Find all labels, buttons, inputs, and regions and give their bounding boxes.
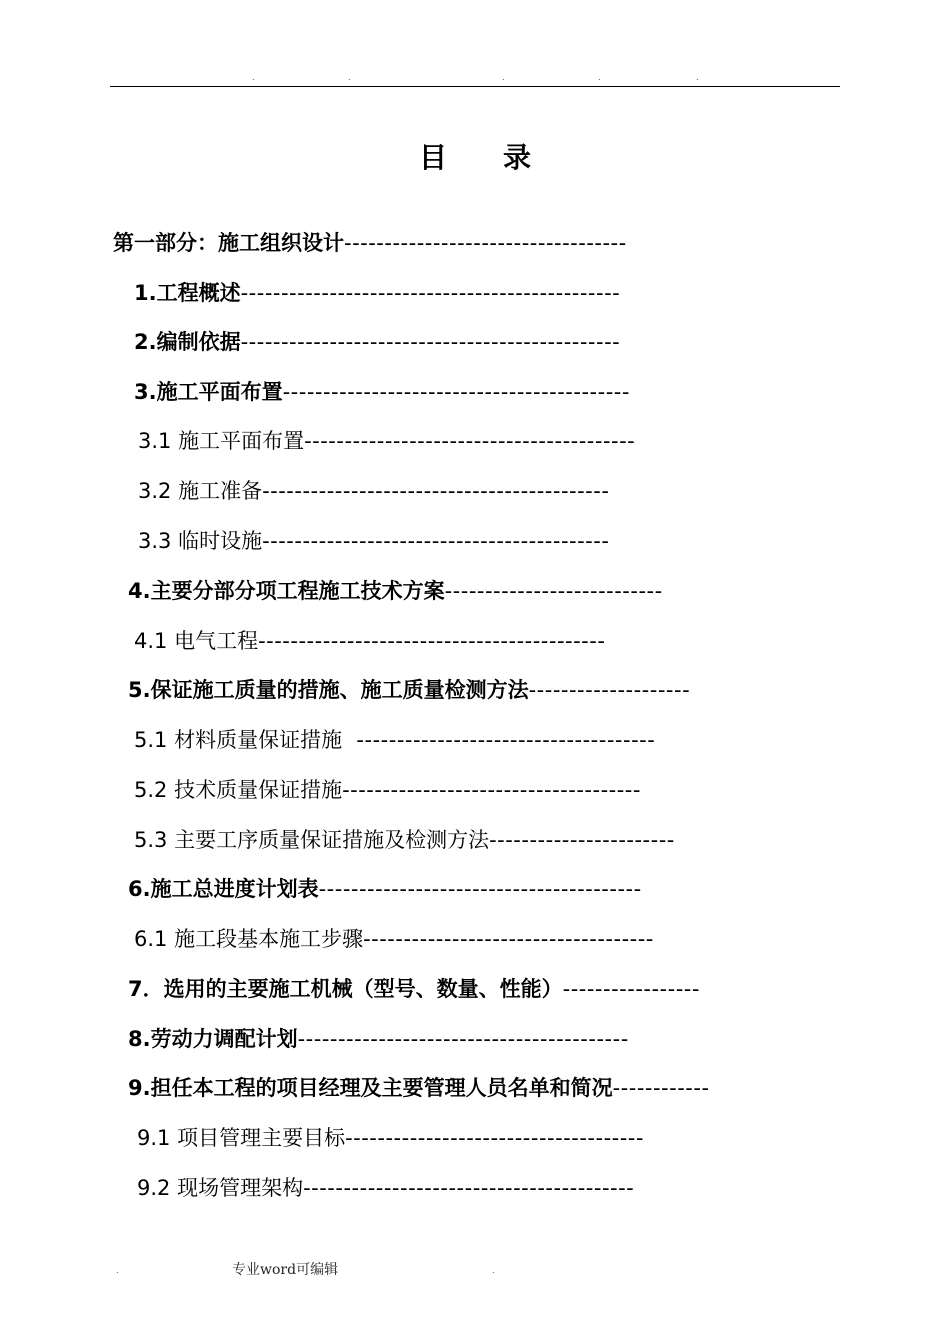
toc-entry-7[interactable] bbox=[128, 974, 700, 1004]
toc-entry-9[interactable] bbox=[128, 1073, 710, 1103]
toc-leader: ------------------------------------------- bbox=[258, 629, 606, 653]
page-title: 目 录 bbox=[418, 141, 531, 174]
footer-dot: . bbox=[492, 1266, 495, 1275]
toc-entry-label: 3.1 施工平面布置 bbox=[138, 429, 305, 453]
toc-entry-6-1[interactable] bbox=[134, 924, 654, 954]
toc-leader: ----------------------------------------- bbox=[304, 429, 636, 453]
toc-entry-1[interactable] bbox=[134, 278, 620, 308]
toc-leader: ----------------------------------------- bbox=[303, 1176, 635, 1200]
toc-entry-2[interactable] bbox=[134, 327, 620, 357]
toc-leader: ----------------------------------------------- bbox=[240, 330, 621, 354]
toc-leader: ------------------------------------------- bbox=[282, 380, 630, 404]
toc-leader: ------------------------------------ bbox=[363, 927, 654, 951]
toc-entry-8[interactable] bbox=[128, 1024, 629, 1054]
toc-entry-part-1[interactable] bbox=[113, 228, 627, 258]
toc-entry-label: 2.编制依据 bbox=[134, 330, 241, 354]
toc-leader: --------------------------- bbox=[444, 579, 663, 603]
footer-dot: . bbox=[116, 1266, 119, 1275]
toc-leader: ----------------------------------- bbox=[344, 231, 627, 255]
toc-entry-label: 第一部分：施工组织设计 bbox=[113, 231, 344, 255]
header-rule bbox=[110, 86, 840, 87]
header-dot: . bbox=[348, 73, 351, 82]
toc-entry-3-3[interactable] bbox=[138, 526, 609, 556]
toc-entry-label: 9.担任本工程的项目经理及主要管理人员名单和简况 bbox=[128, 1076, 613, 1100]
toc-entry-label: 1.工程概述 bbox=[134, 281, 241, 305]
toc-leader: ----------------- bbox=[562, 977, 700, 1001]
toc-entry-label: 4.主要分部分项工程施工技术方案 bbox=[128, 579, 445, 603]
toc-entry-label: 3.2 施工准备 bbox=[138, 479, 263, 503]
toc-leader: -------------------- bbox=[528, 678, 691, 702]
toc-leader: ----------------------------------------- bbox=[297, 1027, 629, 1051]
toc-leader: ----------------------------------------------- bbox=[240, 281, 621, 305]
toc-entry-9-2[interactable] bbox=[137, 1173, 634, 1203]
toc-leader: ------------ bbox=[612, 1076, 710, 1100]
header-dot: . bbox=[696, 73, 699, 82]
toc-entry-label: 6.施工总进度计划表 bbox=[128, 877, 319, 901]
header-dot: . bbox=[252, 73, 255, 82]
toc-entry-label: 5.保证施工质量的措施、施工质量检测方法 bbox=[128, 678, 529, 702]
toc-entry-3-2[interactable] bbox=[138, 476, 609, 506]
toc-leader: ----------------------- bbox=[489, 828, 675, 852]
toc-entry-label: 7．选用的主要施工机械（型号、数量、性能） bbox=[128, 977, 563, 1001]
toc-entry-4[interactable] bbox=[128, 576, 663, 606]
toc-leader: ------------------------------------- bbox=[345, 1126, 644, 1150]
header-dots bbox=[0, 74, 950, 86]
toc-entry-label: 9.1 项目管理主要目标 bbox=[137, 1126, 346, 1150]
toc-entry-label: 9.2 现场管理架构 bbox=[137, 1176, 304, 1200]
toc-entry-label: 3.3 临时设施 bbox=[138, 529, 263, 553]
toc-entry-label: 8.劳动力调配计划 bbox=[128, 1027, 298, 1051]
toc-entry-6[interactable] bbox=[128, 874, 642, 904]
toc-entry-5[interactable] bbox=[128, 675, 690, 705]
toc-entry-label: 4.1 电气工程 bbox=[134, 629, 259, 653]
toc-entry-label: 3.施工平面布置 bbox=[134, 380, 283, 404]
toc-entry-label: 5.2 技术质量保证措施 bbox=[134, 778, 343, 802]
toc-entry-3-1[interactable] bbox=[138, 426, 635, 456]
toc-leader: ---------------------------------------- bbox=[318, 877, 642, 901]
toc-leader: ------------------------------------- bbox=[342, 778, 641, 802]
toc-entry-label: 5.3 主要工序质量保证措施及检测方法 bbox=[134, 828, 490, 852]
toc-leader: ------------------------------------- bbox=[342, 728, 656, 752]
toc-entry-label: 5.1 材料质量保证措施 bbox=[134, 728, 343, 752]
header-dot: . bbox=[502, 73, 505, 82]
footer-text: 专业word可编辑 bbox=[232, 1262, 339, 1278]
toc-leader: ------------------------------------------- bbox=[262, 529, 610, 553]
toc-entry-9-1[interactable] bbox=[137, 1123, 644, 1153]
toc-entry-5-3[interactable] bbox=[134, 825, 675, 855]
toc-entry-5-1[interactable] bbox=[134, 725, 655, 755]
toc-entry-3[interactable] bbox=[134, 377, 630, 407]
header-dot: . bbox=[598, 73, 601, 82]
toc-entry-4-1[interactable] bbox=[134, 626, 605, 656]
toc-entry-label: 6.1 施工段基本施工步骤 bbox=[134, 927, 364, 951]
toc-leader: ------------------------------------------- bbox=[262, 479, 610, 503]
toc-entry-5-2[interactable] bbox=[134, 775, 641, 805]
